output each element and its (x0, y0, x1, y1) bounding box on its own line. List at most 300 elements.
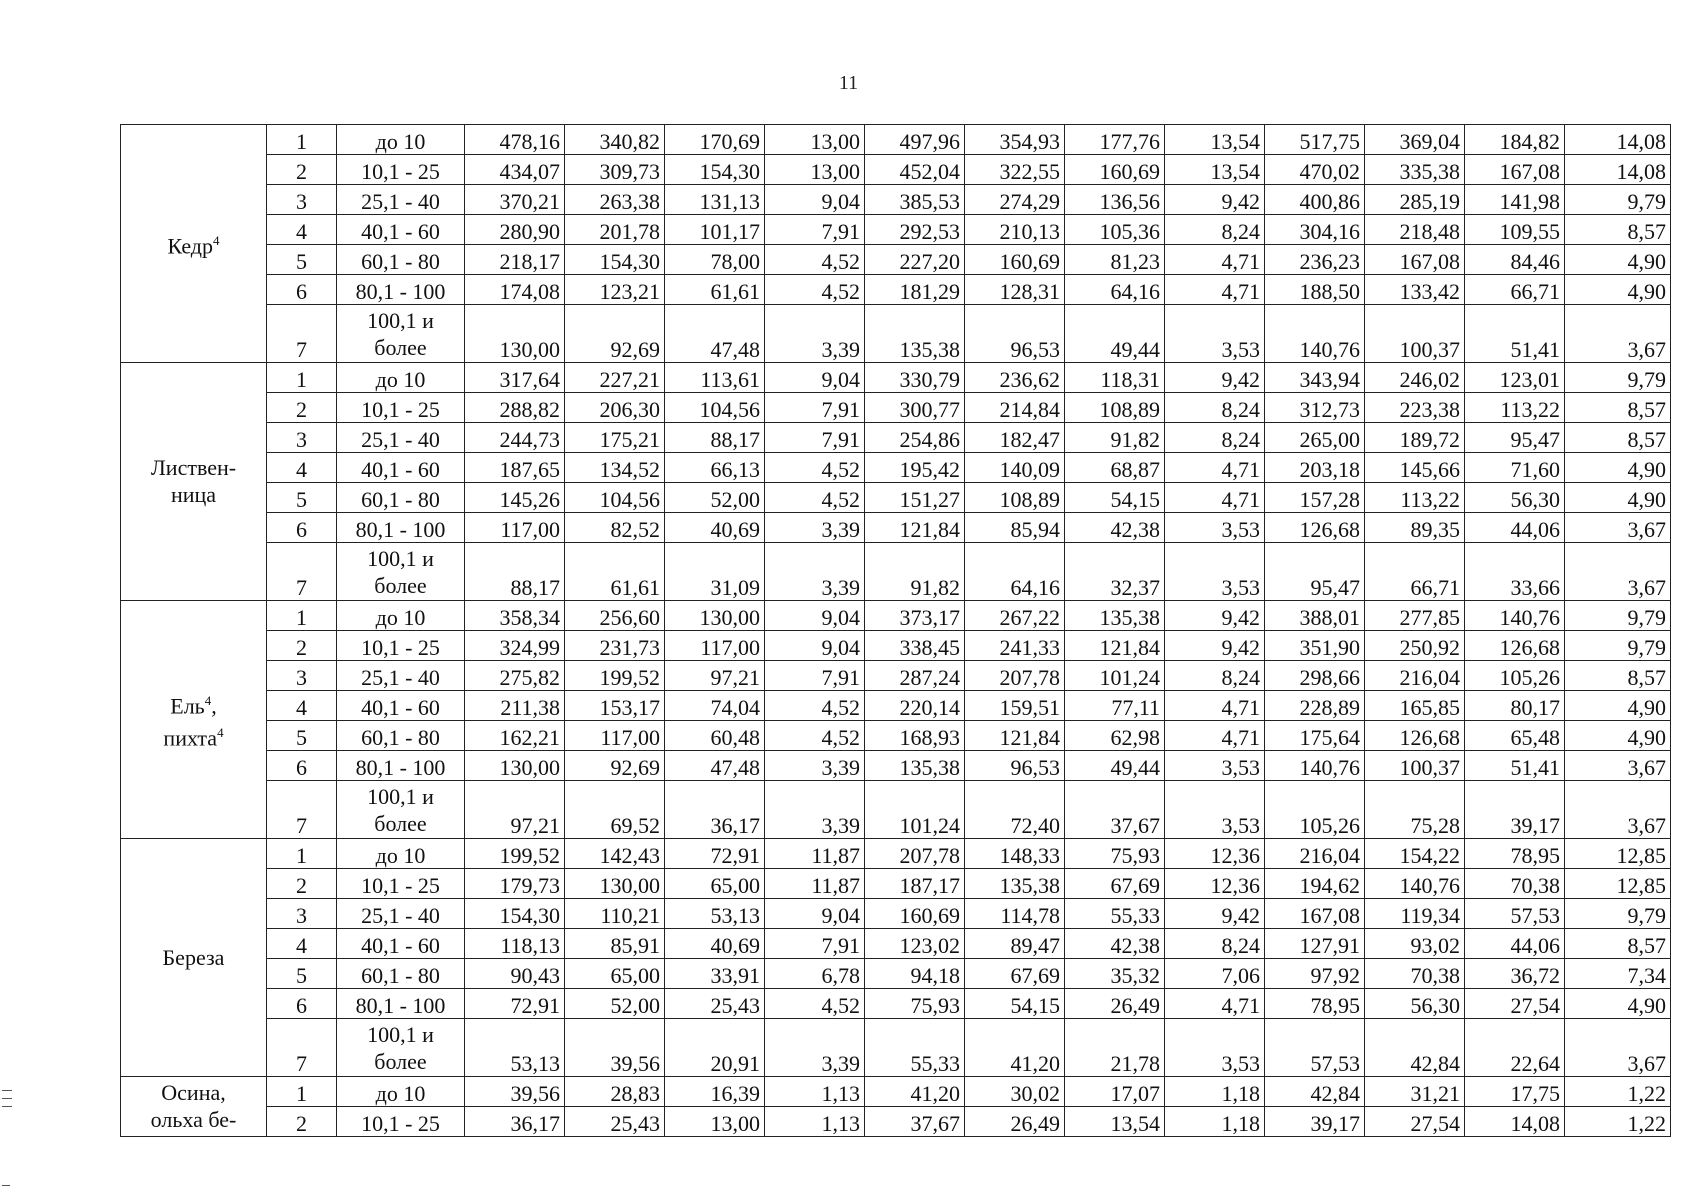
row-number: 4 (267, 215, 337, 245)
rate-value: 96,53 (965, 305, 1065, 363)
rate-value: 53,13 (465, 1019, 565, 1077)
rate-value: 113,61 (665, 363, 765, 393)
rate-value: 92,69 (565, 305, 665, 363)
rate-value: 11,87 (765, 869, 865, 899)
rate-value: 44,06 (1465, 929, 1565, 959)
rate-value: 175,21 (565, 423, 665, 453)
rate-value: 256,60 (565, 601, 665, 631)
rate-value: 199,52 (565, 661, 665, 691)
rate-value: 4,52 (765, 483, 865, 513)
rate-value: 9,79 (1565, 899, 1671, 929)
rate-value: 3,53 (1165, 751, 1265, 781)
rate-value: 4,90 (1565, 483, 1671, 513)
diameter-range: 10,1 - 25 (337, 393, 465, 423)
rate-value: 199,52 (465, 839, 565, 869)
rate-value: 154,30 (665, 155, 765, 185)
rate-value: 1,22 (1565, 1107, 1671, 1137)
rate-value: 351,90 (1265, 631, 1365, 661)
rate-value: 65,00 (565, 959, 665, 989)
rate-value: 40,69 (665, 513, 765, 543)
rate-value: 17,75 (1465, 1077, 1565, 1107)
rate-value: 13,54 (1065, 1107, 1165, 1137)
rate-value: 108,89 (1065, 393, 1165, 423)
rate-value: 47,48 (665, 751, 765, 781)
rate-value: 12,85 (1565, 869, 1671, 899)
rate-value: 4,90 (1565, 989, 1671, 1019)
rate-value: 369,04 (1365, 125, 1465, 155)
table-row (121, 899, 1671, 929)
rate-value: 66,13 (665, 453, 765, 483)
rate-value: 9,79 (1565, 631, 1671, 661)
species-separator: , (211, 693, 217, 718)
rate-value: 373,17 (865, 601, 965, 631)
rate-value: 126,68 (1265, 513, 1365, 543)
rate-value: 263,38 (565, 185, 665, 215)
rate-value: 8,57 (1565, 929, 1671, 959)
rate-value: 51,41 (1465, 751, 1565, 781)
rate-value: 40,69 (665, 929, 765, 959)
rate-value: 3,39 (765, 781, 865, 839)
rate-value: 55,33 (1065, 899, 1165, 929)
rate-value: 324,99 (465, 631, 565, 661)
rate-value: 160,69 (865, 899, 965, 929)
rate-value: 145,66 (1365, 453, 1465, 483)
rate-value: 167,08 (1465, 155, 1565, 185)
row-number: 5 (267, 721, 337, 751)
diameter-range: 25,1 - 40 (337, 899, 465, 929)
rate-value: 119,34 (1365, 899, 1465, 929)
rate-value: 93,02 (1365, 929, 1465, 959)
species-name: пихта (163, 725, 218, 751)
rate-value: 4,52 (765, 453, 865, 483)
rate-value: 36,72 (1465, 959, 1565, 989)
rate-value: 123,01 (1465, 363, 1565, 393)
rate-value: 175,64 (1265, 721, 1365, 751)
rate-value: 8,24 (1165, 661, 1265, 691)
page-number: 11 (838, 72, 859, 94)
rate-value: 57,53 (1465, 899, 1565, 929)
rate-value: 104,56 (565, 483, 665, 513)
diameter-range: 80,1 - 100 (337, 989, 465, 1019)
rate-value: 140,76 (1265, 305, 1365, 363)
rate-value: 68,87 (1065, 453, 1165, 483)
rate-value: 75,93 (1065, 839, 1165, 869)
row-number: 3 (267, 185, 337, 215)
rate-value: 4,71 (1165, 989, 1265, 1019)
row-number: 7 (267, 781, 337, 839)
rate-value: 105,36 (1065, 215, 1165, 245)
rate-value: 343,94 (1265, 363, 1365, 393)
rate-value: 88,17 (465, 543, 565, 601)
table-row (121, 423, 1671, 453)
rate-value: 478,16 (465, 125, 565, 155)
rate-value: 274,29 (965, 185, 1065, 215)
rate-value: 187,17 (865, 869, 965, 899)
table-row (121, 1077, 1671, 1107)
table-row (121, 513, 1671, 543)
rate-value: 4,90 (1565, 721, 1671, 751)
diameter-range: 10,1 - 25 (337, 869, 465, 899)
rate-value: 110,21 (565, 899, 665, 929)
rate-value: 72,40 (965, 781, 1065, 839)
rate-value: 182,47 (965, 423, 1065, 453)
rate-value: 7,91 (765, 929, 865, 959)
rate-value: 128,31 (965, 275, 1065, 305)
rate-value: 22,64 (1465, 1019, 1565, 1077)
rate-value: 117,00 (565, 721, 665, 751)
diameter-range: 40,1 - 60 (337, 691, 465, 721)
rate-value: 7,91 (765, 393, 865, 423)
rate-value: 35,32 (1065, 959, 1165, 989)
diameter-range: 100,1 и более (337, 781, 465, 839)
rate-value: 39,56 (565, 1019, 665, 1077)
row-number: 3 (267, 899, 337, 929)
rate-value: 85,91 (565, 929, 665, 959)
rate-value: 338,45 (865, 631, 965, 661)
rate-value: 39,17 (1465, 781, 1565, 839)
rate-value: 8,57 (1565, 215, 1671, 245)
species-name: Береза (162, 944, 225, 970)
rate-value: 218,17 (465, 245, 565, 275)
row-number: 7 (267, 543, 337, 601)
rate-value: 227,20 (865, 245, 965, 275)
rate-value: 265,00 (1265, 423, 1365, 453)
table-row (121, 483, 1671, 513)
rate-value: 214,84 (965, 393, 1065, 423)
rate-value: 33,66 (1465, 543, 1565, 601)
rate-value: 114,78 (965, 899, 1065, 929)
rate-value: 26,49 (1065, 989, 1165, 1019)
rate-value: 167,08 (1265, 899, 1365, 929)
rate-value: 241,33 (965, 631, 1065, 661)
row-number: 1 (267, 1077, 337, 1107)
rate-value: 160,69 (965, 245, 1065, 275)
rate-value: 27,54 (1365, 1107, 1465, 1137)
rate-value: 9,42 (1165, 899, 1265, 929)
rate-value: 223,38 (1365, 393, 1465, 423)
rate-value: 354,93 (965, 125, 1065, 155)
rate-value: 7,91 (765, 423, 865, 453)
diameter-range: 10,1 - 25 (337, 1107, 465, 1137)
rate-value: 388,01 (1265, 601, 1365, 631)
rate-value: 39,56 (465, 1077, 565, 1107)
rate-value: 220,14 (865, 691, 965, 721)
rate-value: 31,09 (665, 543, 765, 601)
rate-value: 181,29 (865, 275, 965, 305)
rate-value: 84,46 (1465, 245, 1565, 275)
rate-value: 135,38 (965, 869, 1065, 899)
rate-value: 194,62 (1265, 869, 1365, 899)
rate-value: 11,87 (765, 839, 865, 869)
rate-value: 3,53 (1165, 305, 1265, 363)
rate-value: 1,18 (1165, 1107, 1265, 1137)
row-number: 1 (267, 363, 337, 393)
rate-value: 1,13 (765, 1077, 865, 1107)
rate-value: 288,82 (465, 393, 565, 423)
rate-value: 201,78 (565, 215, 665, 245)
table-row (121, 751, 1671, 781)
table-row (121, 631, 1671, 661)
rate-value: 8,24 (1165, 929, 1265, 959)
rate-value: 9,42 (1165, 631, 1265, 661)
table-row (121, 245, 1671, 275)
row-number: 5 (267, 245, 337, 275)
table-row (121, 721, 1671, 751)
rate-value: 148,33 (965, 839, 1065, 869)
rate-value: 275,82 (465, 661, 565, 691)
rate-value: 126,68 (1365, 721, 1465, 751)
rate-value: 37,67 (1065, 781, 1165, 839)
rate-value: 49,44 (1065, 305, 1165, 363)
rate-value: 4,90 (1565, 691, 1671, 721)
rate-value: 4,90 (1565, 275, 1671, 305)
rate-value: 8,57 (1565, 393, 1671, 423)
margin-mark (2, 1098, 12, 1099)
rate-value: 91,82 (865, 543, 965, 601)
rate-value: 97,92 (1265, 959, 1365, 989)
species-cell (121, 125, 267, 363)
diameter-range: 40,1 - 60 (337, 215, 465, 245)
rate-value: 89,35 (1365, 513, 1465, 543)
rate-value: 54,15 (965, 989, 1065, 1019)
rate-value: 231,73 (565, 631, 665, 661)
rate-value: 1,22 (1565, 1077, 1671, 1107)
rate-value: 177,76 (1065, 125, 1165, 155)
row-number: 1 (267, 839, 337, 869)
row-number: 4 (267, 453, 337, 483)
rate-value: 9,42 (1165, 185, 1265, 215)
rate-value: 254,86 (865, 423, 965, 453)
row-number: 2 (267, 631, 337, 661)
rate-value: 13,00 (765, 125, 865, 155)
rate-value: 267,22 (965, 601, 1065, 631)
rate-value: 67,69 (965, 959, 1065, 989)
rate-value: 517,75 (1265, 125, 1365, 155)
rate-value: 4,52 (765, 721, 865, 751)
rate-value: 167,08 (1365, 245, 1465, 275)
rate-value: 60,48 (665, 721, 765, 751)
table-row (121, 781, 1671, 839)
rate-value: 51,41 (1465, 305, 1565, 363)
diameter-range: 40,1 - 60 (337, 929, 465, 959)
rate-value: 91,82 (1065, 423, 1165, 453)
rate-value: 57,53 (1265, 1019, 1365, 1077)
species-name: Кедр (167, 233, 213, 259)
rate-value: 7,34 (1565, 959, 1671, 989)
rates-body (121, 125, 1671, 1137)
diameter-range: 60,1 - 80 (337, 245, 465, 275)
rate-value: 434,07 (465, 155, 565, 185)
rate-value: 218,48 (1365, 215, 1465, 245)
rate-value: 216,04 (1365, 661, 1465, 691)
rate-value: 142,43 (565, 839, 665, 869)
rate-value: 66,71 (1465, 275, 1565, 305)
rate-value: 105,26 (1465, 661, 1565, 691)
rate-value: 13,00 (765, 155, 865, 185)
rate-value: 153,17 (565, 691, 665, 721)
rate-value: 285,19 (1365, 185, 1465, 215)
diameter-range: 100,1 и более (337, 1019, 465, 1077)
rate-value: 133,42 (1365, 275, 1465, 305)
species-name: Листвен- (150, 455, 237, 480)
rate-value: 3,67 (1565, 513, 1671, 543)
rate-value: 37,67 (865, 1107, 965, 1137)
rate-value: 250,92 (1365, 631, 1465, 661)
species-name: Ель (170, 693, 205, 718)
rate-value: 113,22 (1365, 483, 1465, 513)
rate-value: 12,36 (1165, 839, 1265, 869)
diameter-range: до 10 (337, 839, 465, 869)
rate-value: 4,71 (1165, 691, 1265, 721)
rate-value: 127,91 (1265, 929, 1365, 959)
species-name: Осина, (161, 1080, 226, 1105)
rate-value: 216,04 (1265, 839, 1365, 869)
rate-value: 71,60 (1465, 453, 1565, 483)
table-row (121, 989, 1671, 1019)
rate-value: 300,77 (865, 393, 965, 423)
rate-value: 3,39 (765, 513, 865, 543)
footnote-ref: 4 (217, 725, 224, 740)
rate-value: 236,23 (1265, 245, 1365, 275)
table-row (121, 185, 1671, 215)
diameter-range: до 10 (337, 1077, 465, 1107)
rate-value: 62,98 (1065, 721, 1165, 751)
rate-value: 7,91 (765, 661, 865, 691)
rate-value: 206,30 (565, 393, 665, 423)
rate-value: 157,28 (1265, 483, 1365, 513)
rate-value: 246,02 (1365, 363, 1465, 393)
rate-value: 30,02 (965, 1077, 1065, 1107)
diameter-range: 80,1 - 100 (337, 513, 465, 543)
rate-value: 26,49 (965, 1107, 1065, 1137)
row-number: 5 (267, 483, 337, 513)
rate-value: 189,72 (1365, 423, 1465, 453)
table-row (121, 601, 1671, 631)
rate-value: 207,78 (865, 839, 965, 869)
margin-mark (2, 1185, 10, 1186)
rate-value: 3,53 (1165, 781, 1265, 839)
rate-value: 69,52 (565, 781, 665, 839)
rate-value: 227,21 (565, 363, 665, 393)
rate-value: 130,00 (665, 601, 765, 631)
rate-value: 400,86 (1265, 185, 1365, 215)
rate-value: 16,39 (665, 1077, 765, 1107)
rate-value: 340,82 (565, 125, 665, 155)
rate-value: 4,71 (1165, 721, 1265, 751)
rate-value: 4,52 (765, 691, 865, 721)
rate-value: 61,61 (665, 275, 765, 305)
rate-value: 13,00 (665, 1107, 765, 1137)
rate-value: 121,84 (965, 721, 1065, 751)
rate-value: 94,18 (865, 959, 965, 989)
rate-value: 358,34 (465, 601, 565, 631)
rate-value: 188,50 (1265, 275, 1365, 305)
rate-value: 7,06 (1165, 959, 1265, 989)
diameter-range: 60,1 - 80 (337, 483, 465, 513)
rate-value: 25,43 (665, 989, 765, 1019)
rate-value: 3,67 (1565, 751, 1671, 781)
rate-value: 159,51 (965, 691, 1065, 721)
rate-value: 20,91 (665, 1019, 765, 1077)
rate-value: 3,67 (1565, 305, 1671, 363)
rate-value: 174,08 (465, 275, 565, 305)
rate-value: 4,52 (765, 245, 865, 275)
footnote-ref: 4 (204, 692, 212, 708)
rate-value: 66,71 (1365, 543, 1465, 601)
rate-value: 3,39 (765, 1019, 865, 1077)
species-cell (121, 363, 267, 601)
rate-value: 75,28 (1365, 781, 1465, 839)
table-row (121, 1019, 1671, 1077)
row-number: 1 (267, 125, 337, 155)
rate-value: 280,90 (465, 215, 565, 245)
rate-value: 14,08 (1465, 1107, 1565, 1137)
row-number: 6 (267, 513, 337, 543)
rate-value: 211,38 (465, 691, 565, 721)
rate-value: 90,43 (465, 959, 565, 989)
rate-value: 8,57 (1565, 423, 1671, 453)
diameter-range: до 10 (337, 601, 465, 631)
rate-value: 56,30 (1465, 483, 1565, 513)
table-row (121, 929, 1671, 959)
margin-mark (2, 1106, 12, 1107)
rate-value: 322,55 (965, 155, 1065, 185)
diameter-range: 25,1 - 40 (337, 661, 465, 691)
rate-value: 140,76 (1365, 869, 1465, 899)
rate-value: 121,84 (865, 513, 965, 543)
table-row (121, 305, 1671, 363)
rate-value: 497,96 (865, 125, 965, 155)
diameter-range: 40,1 - 60 (337, 453, 465, 483)
rate-value: 27,54 (1465, 989, 1565, 1019)
rate-value: 42,38 (1065, 513, 1165, 543)
diameter-range: 80,1 - 100 (337, 275, 465, 305)
table-row (121, 393, 1671, 423)
rate-value: 14,08 (1565, 125, 1671, 155)
table-row (121, 363, 1671, 393)
rate-value: 298,66 (1265, 661, 1365, 691)
species-cell (121, 601, 267, 839)
rate-value: 44,06 (1465, 513, 1565, 543)
table-row (121, 691, 1671, 721)
diameter-range: 60,1 - 80 (337, 959, 465, 989)
rate-value: 70,38 (1365, 959, 1465, 989)
rate-value: 9,04 (765, 601, 865, 631)
rate-value: 140,76 (1465, 601, 1565, 631)
rate-value: 3,53 (1165, 513, 1265, 543)
rate-value: 452,04 (865, 155, 965, 185)
rate-value: 4,71 (1165, 483, 1265, 513)
rate-value: 7,91 (765, 215, 865, 245)
rate-value: 81,23 (1065, 245, 1165, 275)
table-row (121, 839, 1671, 869)
table-row (121, 125, 1671, 155)
rate-value: 64,16 (1065, 275, 1165, 305)
rate-value: 101,17 (665, 215, 765, 245)
rate-value: 78,95 (1265, 989, 1365, 1019)
rate-value: 140,76 (1265, 751, 1365, 781)
row-number: 2 (267, 393, 337, 423)
diameter-range: до 10 (337, 125, 465, 155)
rate-value: 165,85 (1365, 691, 1465, 721)
species-name: ница (170, 482, 217, 507)
rate-value: 78,95 (1465, 839, 1565, 869)
rate-value: 3,39 (765, 543, 865, 601)
rate-value: 100,37 (1365, 751, 1465, 781)
rate-value: 31,21 (1365, 1077, 1465, 1107)
rate-value: 8,24 (1165, 215, 1265, 245)
rate-value: 42,38 (1065, 929, 1165, 959)
